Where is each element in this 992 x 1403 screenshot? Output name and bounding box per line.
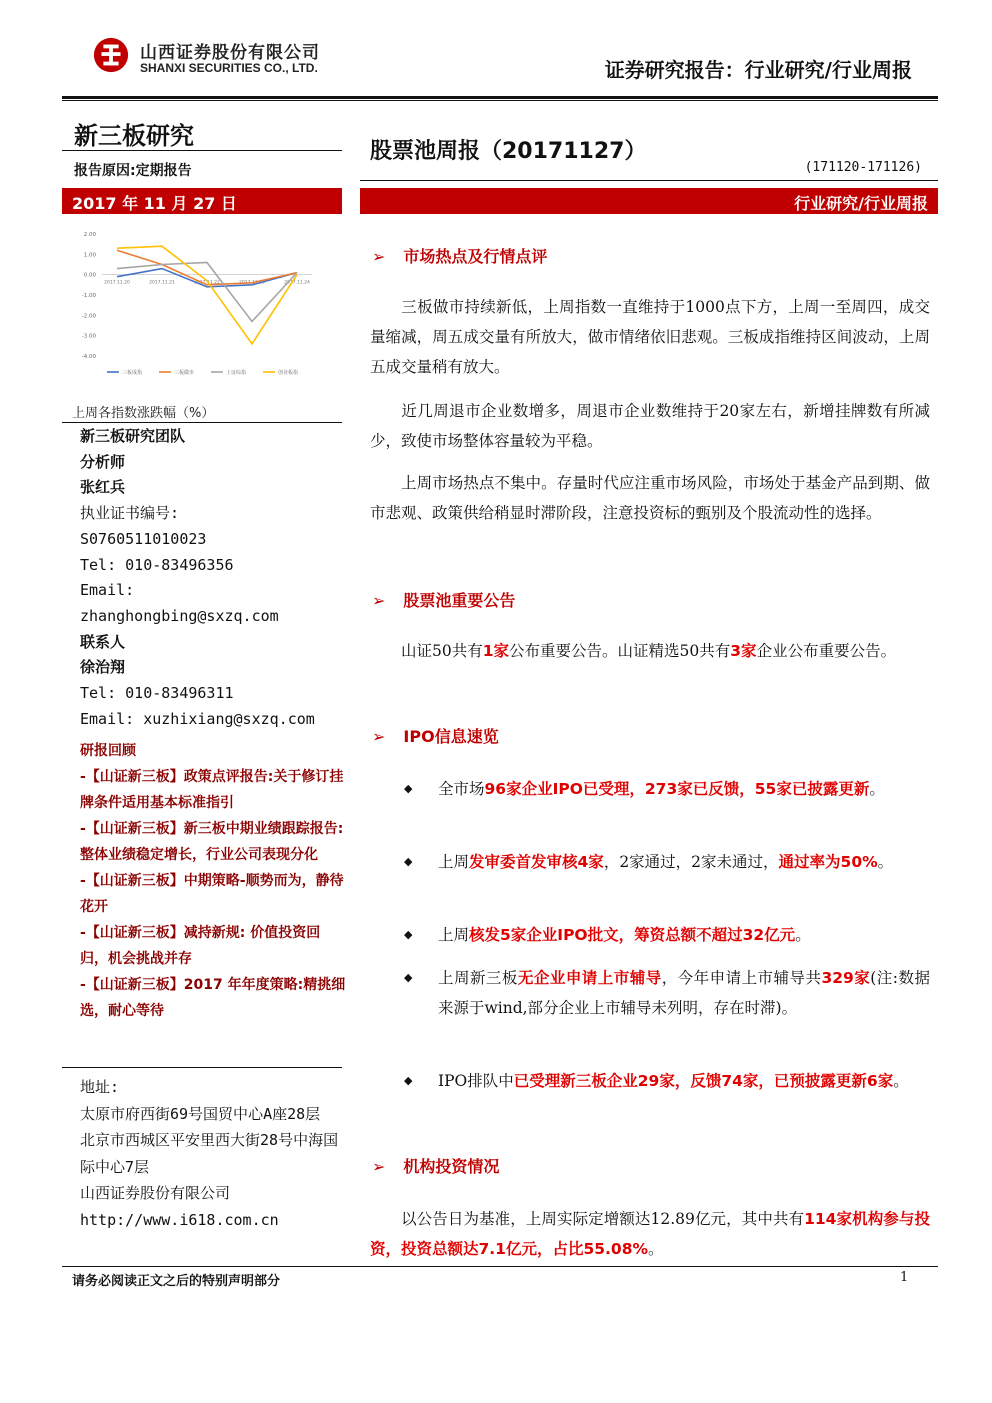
review-item[interactable]: -【山证新三板】中期策略-顺势而为，静待花开: [80, 873, 344, 915]
text: 。: [795, 926, 811, 944]
section-title: 机构投资情况: [403, 1157, 500, 1176]
text: 。: [877, 853, 894, 871]
company-logo-icon: [92, 36, 130, 74]
section-title: 股票池重要公告: [403, 591, 516, 610]
index-change-chart: [62, 222, 342, 400]
highlight: 发审委首发审核4家: [469, 853, 604, 871]
company-name: 山西证券股份有限公司: [80, 1184, 231, 1202]
paragraph-text: 三板做市持续新低，上周指数一直维持于1000点下方，上周一至周四，成交量缩减，周五成交量有所放大，做市情绪依旧悲观。三板成指维持区间波动，上周五成交量稍有放大。: [370, 298, 930, 376]
website-link[interactable]: http://www.i618.com.cn: [80, 1210, 279, 1229]
report-review: [80, 738, 348, 1024]
y-tick-label: 0.00: [83, 272, 96, 279]
y-tick-label: -4.00: [81, 354, 96, 360]
paragraph: [370, 1204, 930, 1264]
text: 。: [648, 1240, 664, 1258]
review-title: 研报回顾: [80, 743, 136, 759]
paragraph-text: 近几周退市企业数增多，周退市企业数维持于20家左右，新增挂牌数有所减少，致使市场整体容量较为平稳。: [370, 402, 930, 450]
text: 以公告日为基准，上周实际定增额达12.89亿元，其中共有: [401, 1210, 805, 1228]
text: 山证50共有: [401, 642, 483, 660]
series-line: [117, 246, 297, 344]
highlight: 通过率为50%: [778, 853, 878, 871]
review-item[interactable]: -【山证新三板】2017 年年度策略:精挑细选，耐心等待: [80, 977, 346, 1019]
page-number: 1: [900, 1270, 909, 1285]
x-tick-label: 2017.11.22: [194, 280, 220, 286]
report-title: 股票池周报（20171127）: [370, 139, 647, 164]
highlight: 已受理新三板企业29家，反馈74家，已预披露更新6家: [513, 1072, 894, 1090]
team-title: 新三板研究团队: [80, 427, 186, 445]
address-block: [80, 1074, 350, 1233]
arrow-icon: ➢: [372, 1157, 386, 1176]
address-label: 地址:: [80, 1078, 120, 1096]
highlight: 3家: [730, 642, 757, 660]
caption-divider: [62, 422, 342, 423]
text: (注:数据来源于wind,部分企业上市辅导未列明，存在时滞)。: [438, 969, 930, 1017]
address-line: 北京市西城区平安里西大街28号中海国际中心7层: [80, 1131, 339, 1176]
arrow-icon: ➢: [372, 727, 386, 746]
analyst-name: 张红兵: [80, 478, 126, 497]
review-item[interactable]: -【山证新三板】新三板中期业绩跟踪报告:整体业绩稳定增长，行业公司表现分化: [80, 821, 344, 863]
bullet-item: [438, 1066, 930, 1096]
paragraph: [370, 636, 930, 666]
section-title: IPO信息速览: [403, 727, 499, 746]
arrow-icon: ➢: [372, 247, 386, 266]
legend-label: 三板做市: [174, 370, 195, 376]
paragraph: [370, 396, 930, 456]
highlight: 1家: [482, 642, 510, 660]
cert-label: 执业证书编号:: [80, 504, 180, 523]
y-tick-label: -2.00: [81, 313, 96, 320]
text: 公布重要公告。山证精选50共有: [509, 642, 731, 660]
highlight: 114家机构参与投资，投资总额达7.1亿元，占比55.08%: [370, 1210, 930, 1258]
section-institutional: [372, 1154, 499, 1177]
contact-name: 徐治翔: [80, 658, 126, 677]
text: 上周: [438, 853, 470, 871]
contact-role: 联系人: [80, 632, 126, 651]
y-tick-label: 1.00: [83, 252, 96, 259]
highlight: 329家: [821, 969, 871, 987]
section-announcements: [372, 588, 515, 611]
bullet-item: [438, 774, 930, 804]
column-title: 新三板研究: [74, 122, 194, 150]
cert-number: S0760511010023: [80, 529, 207, 548]
paragraph: [370, 468, 930, 528]
chart-caption: 上周各指数涨跌幅（%）: [72, 406, 215, 421]
address-line: 太原市府西街69号国贸中心A座28层: [80, 1104, 321, 1123]
highlight: 无企业申请上市辅导: [517, 969, 662, 987]
text: 全市场: [438, 780, 485, 798]
category-label: 行业研究/行业周报: [794, 194, 928, 213]
review-item[interactable]: -【山证新三板】减持新规: 价值投资回归，机会挑战并存: [80, 925, 321, 967]
disclaimer-note[interactable]: 请务必阅读正文之后的特别声明部分: [72, 1274, 281, 1289]
bullet-item: [438, 920, 930, 950]
legend-label: 三板成指: [122, 370, 143, 376]
footer-divider: [62, 1266, 938, 1267]
bullet-icon: ◆: [404, 971, 413, 984]
legend-label: 上证综指: [226, 370, 247, 376]
text: 企业公布重要公告。: [756, 642, 897, 660]
text: 。: [869, 780, 885, 798]
analyst-email[interactable]: zhanghongbing@sxzq.com: [80, 606, 279, 625]
y-tick-label: -3.00: [81, 333, 96, 340]
text: ，2家通过，2家未通过，: [603, 853, 779, 871]
paragraph: [370, 292, 930, 382]
bullet-icon: ◆: [404, 855, 413, 868]
section-market-hotspots: [372, 244, 547, 267]
text: 。: [893, 1072, 909, 1090]
report-type: 证券研究报告：行业研究/行业周报: [604, 58, 912, 82]
analyst-role: 分析师: [80, 452, 126, 471]
report-period: (171120-171126): [804, 160, 922, 175]
legend-label: 创业板指: [278, 370, 299, 376]
company-name-cn: 山西证券股份有限公司: [140, 43, 320, 63]
x-tick-label: 2017.11.21: [149, 280, 175, 286]
paragraph-text: 上周市场热点不集中。存量时代应注重市场风险，市场处于基金产品到期、做市悲观、政策供给稍显时滞阶段，注意投资标的甄别及个股流动性的选择。: [370, 474, 930, 522]
report-reason: 报告原因:定期报告: [74, 163, 192, 179]
arrow-icon: ➢: [372, 591, 386, 610]
text: 上周: [438, 926, 470, 944]
contact-email[interactable]: Email: xuzhixiang@sxzq.com: [80, 709, 315, 728]
bullet-item: [438, 847, 930, 877]
bullet-icon: ◆: [404, 928, 413, 941]
header-divider-thin: [62, 100, 938, 101]
left-divider: [62, 150, 342, 151]
address-divider: [62, 1067, 342, 1068]
review-item[interactable]: -【山证新三板】政策点评报告:关于修订挂牌条件适用基本标准指引: [80, 769, 344, 811]
analyst-tel: Tel: 010-83496356: [80, 555, 234, 574]
section-title: 市场热点及行情点评: [403, 247, 548, 266]
bullet-item: [438, 963, 930, 1023]
contact-tel: Tel: 010-83496311: [80, 684, 234, 703]
analyst-info: [80, 424, 350, 732]
bullet-icon: ◆: [404, 1074, 413, 1087]
highlight: 核发5家企业IPO批文，筹资总额不超过32亿元: [469, 926, 796, 944]
y-tick-label: -1.00: [81, 293, 96, 299]
header-divider: [62, 96, 938, 99]
email-label: Email:: [80, 581, 135, 600]
main-divider: [360, 180, 938, 181]
bullet-icon: ◆: [404, 782, 413, 795]
text: IPO排队中: [438, 1072, 514, 1090]
text: 上周新三板: [438, 969, 518, 987]
x-tick-label: 2017.11.24: [284, 280, 310, 286]
x-tick-label: 2017.11.23: [239, 280, 265, 286]
text: ，今年申请上市辅导共: [661, 969, 822, 987]
report-date: 2017 年 11 月 27 日: [72, 194, 237, 213]
highlight: 96家企业IPO已受理，273家已反馈，55家已披露更新: [484, 780, 870, 798]
x-tick-label: 2017.11.20: [104, 280, 130, 286]
y-tick-label: 2.00: [83, 232, 96, 238]
company-name-en: SHANXI SECURITIES CO., LTD.: [140, 61, 318, 75]
section-ipo: [372, 724, 499, 747]
